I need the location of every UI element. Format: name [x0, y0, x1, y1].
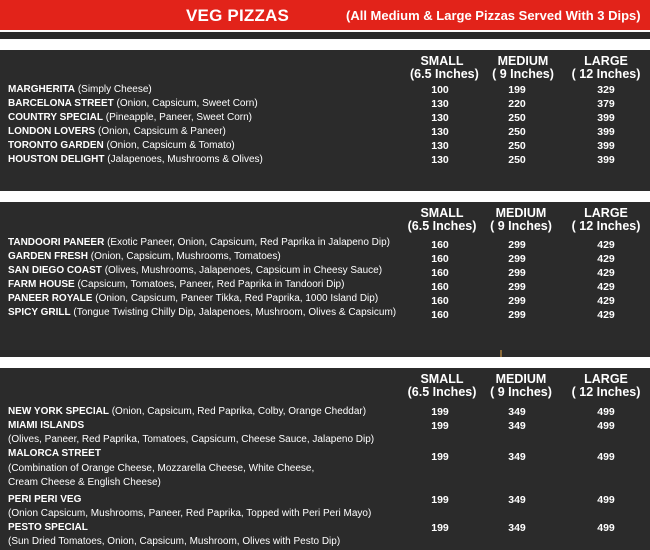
price-medium: 349	[508, 406, 526, 418]
col-small-header: SMALL (6.5 Inches)	[410, 54, 479, 81]
price-medium: 299	[508, 309, 526, 321]
menu-item: PANEER ROYALE (Onion, Capsicum, Paneer Tikka, Red Paprika, 1000 Island Dip)	[8, 293, 379, 304]
price-large: 429	[597, 253, 615, 265]
col-large-header: LARGE ( 12 Inches)	[571, 372, 641, 399]
price-medium: 299	[508, 253, 526, 265]
price-medium: 250	[508, 126, 526, 138]
section-title: TRADITIONAL CATEGORY	[302, 189, 460, 203]
price-large: 499	[597, 451, 615, 463]
price-large: 499	[597, 420, 615, 432]
price-large: 429	[597, 309, 615, 321]
menu-item-desc: (Sun Dried Tomatoes, Onion, Capsicum, Mushroom, Olives with Pesto Dip)	[8, 536, 341, 547]
menu-item: GARDEN FRESH (Onion, Capsicum, Mushrooms, Tomatoes)	[8, 251, 281, 262]
price-large: 329	[597, 84, 615, 96]
menu-item: SPICY GRILL (Tongue Twisting Chilly Dip, Jalapenoes, Mushroom, Olives & Capsicum)	[8, 307, 397, 318]
col-small-header: SMALL (6.5 Inches)	[407, 372, 477, 399]
menu-item: TANDOORI PANEER (Exotic Paneer, Onion, Capsicum, Red Paprika in Jalapeno Dip)	[8, 237, 391, 248]
price-small: 130	[431, 154, 449, 166]
price-medium: 220	[508, 98, 526, 110]
menu-item: MIAMI ISLANDS	[8, 420, 85, 431]
price-small: 130	[431, 140, 449, 152]
menu-item: MARGHERITA (Simply Cheese)	[8, 84, 152, 95]
price-large: 379	[597, 98, 615, 110]
menu-item: SAN DIEGO COAST (Olives, Mushrooms, Jalapenoes, Capsicum in Cheesy Sauce)	[8, 265, 383, 276]
price-medium: 299	[508, 281, 526, 293]
menu-subtitle: (All Medium & Large Pizzas Served With 3 Dips)	[346, 8, 641, 23]
header-banner	[0, 0, 650, 32]
price-medium: 299	[508, 295, 526, 307]
menu-title: VEG PIZZAS	[186, 6, 290, 25]
menu-item: FARM HOUSE (Capsicum, Tomatoes, Paneer, Red Paprika in Tandoori Dip)	[8, 279, 345, 290]
price-medium: 349	[508, 494, 526, 506]
col-medium-header: MEDIUM ( 9 Inches)	[490, 372, 552, 399]
price-large: 399	[597, 154, 615, 166]
price-small: 100	[431, 84, 449, 96]
price-large: 399	[597, 126, 615, 138]
col-large-header: LARGE ( 12 Inches)	[571, 206, 641, 233]
price-small: 160	[431, 239, 449, 251]
price-large: 499	[597, 522, 615, 534]
price-small: 130	[431, 98, 449, 110]
price-medium: 349	[508, 451, 526, 463]
price-small: 130	[431, 112, 449, 124]
section-title: GOURMET CATEGORY	[315, 355, 452, 369]
price-small: 199	[431, 451, 449, 463]
price-large: 429	[597, 239, 615, 251]
col-medium-header: MEDIUM ( 9 Inches)	[492, 54, 554, 81]
price-small: 160	[431, 295, 449, 307]
price-small: 199	[431, 522, 449, 534]
price-large: 399	[597, 112, 615, 124]
menu-item: MALORCA STREET	[8, 448, 101, 459]
price-small: 160	[431, 281, 449, 293]
menu-item: LONDON LOVERS (Onion, Capsicum & Paneer)	[8, 126, 226, 137]
price-large: 499	[597, 494, 615, 506]
price-small: 199	[431, 420, 449, 432]
menu-item: PERI PERI VEG	[8, 494, 82, 505]
price-small: 160	[431, 309, 449, 321]
price-large: 399	[597, 140, 615, 152]
price-medium: 349	[508, 522, 526, 534]
price-large: 429	[597, 295, 615, 307]
col-large-header: LARGE ( 12 Inches)	[571, 54, 641, 81]
menu-item: BARCELONA STREET (Onion, Capsicum, Sweet Corn)	[8, 98, 258, 109]
price-large: 429	[597, 281, 615, 293]
price-medium: 299	[508, 239, 526, 251]
price-small: 130	[431, 126, 449, 138]
price-small: 199	[431, 494, 449, 506]
price-large: 499	[597, 406, 615, 418]
price-medium: 199	[508, 84, 526, 96]
price-medium: 250	[508, 112, 526, 124]
price-medium: 349	[508, 420, 526, 432]
menu-item: TORONTO GARDEN (Onion, Capsicum & Tomato)	[8, 140, 235, 151]
price-medium: 250	[508, 154, 526, 166]
menu-item: COUNTRY SPECIAL (Pineapple, Paneer, Sweet Corn)	[8, 112, 252, 123]
menu-item: PESTO SPECIAL	[8, 522, 88, 533]
menu-item-desc: (Onion Capsicum, Mushrooms, Paneer, Red Paprika, Topped with Peri Peri Mayo)	[8, 508, 372, 519]
menu-item: HOUSTON DELIGHT (Jalapenoes, Mushrooms & Olives)	[8, 154, 263, 165]
price-medium: 299	[508, 267, 526, 279]
menu-item-desc: (Combination of Orange Cheese, Mozzarella Cheese, White Cheese,	[8, 463, 315, 474]
menu-item: NEW YORK SPECIAL (Onion, Capsicum, Red Paprika, Colby, Orange Cheddar)	[8, 406, 367, 417]
price-large: 429	[597, 267, 615, 279]
price-small: 160	[431, 253, 449, 265]
col-medium-header: MEDIUM ( 9 Inches)	[490, 206, 552, 233]
price-medium: 250	[508, 140, 526, 152]
col-small-header: SMALL (6.5 Inches)	[407, 206, 477, 233]
price-small: 160	[431, 267, 449, 279]
price-small: 199	[431, 406, 449, 418]
section-title: BASIC CATEGORY	[322, 37, 434, 51]
menu-item-desc: Cream Cheese & English Cheese)	[8, 477, 161, 488]
menu-item-desc: (Olives, Paneer, Red Paprika, Tomatoes, Capsicum, Cheese Sauce, Jalapeno Dip)	[8, 434, 375, 445]
